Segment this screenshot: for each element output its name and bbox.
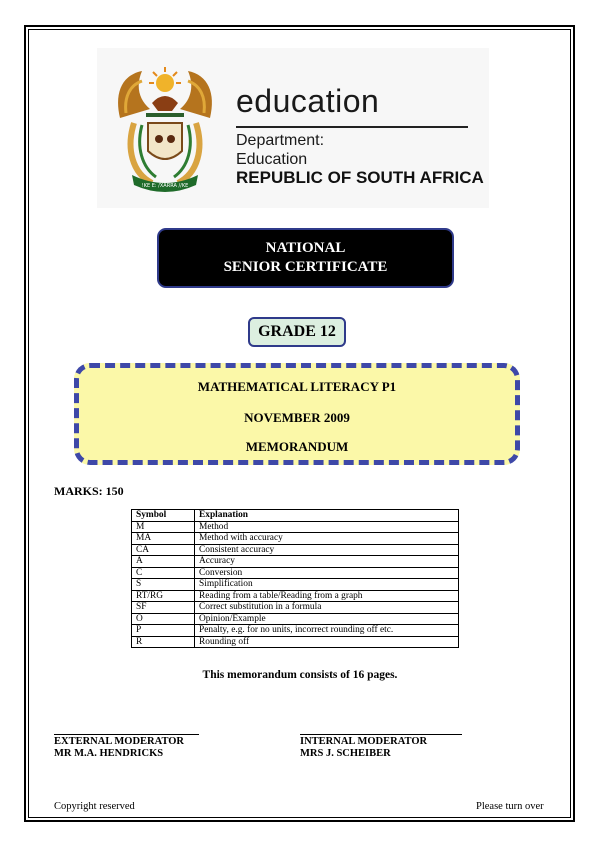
certificate-banner xyxy=(157,228,454,288)
subject-title: MATHEMATICAL LITERACY P1 xyxy=(197,379,397,394)
explanation-cell: Rounding off xyxy=(195,636,459,648)
external-moderator-title: EXTERNAL MODERATOR xyxy=(54,736,185,747)
table-row xyxy=(132,636,459,648)
external-moderator-name: MR M.A. HENDRICKS xyxy=(54,748,164,759)
internal-signature-line xyxy=(300,734,462,735)
table-row xyxy=(132,613,459,625)
department-name: Education xyxy=(236,151,308,168)
column-header-explanation: Explanation xyxy=(195,510,459,522)
explanation-cell: Consistent accuracy xyxy=(195,544,459,556)
symbol-cell: O xyxy=(132,613,195,625)
column-header-symbol: Symbol xyxy=(132,510,195,522)
copyright-notice: Copyright reserved xyxy=(54,801,135,812)
grade-badge: GRADE 12 xyxy=(248,317,346,347)
symbol-cell: A xyxy=(132,556,195,568)
table-row xyxy=(132,544,459,556)
external-moderator-block xyxy=(54,736,184,760)
symbol-cell: RT/RG xyxy=(132,590,195,602)
page-count-note: This memorandum consists of 16 pages. xyxy=(202,669,398,681)
department-label: Department: xyxy=(236,132,325,149)
symbol-cell: SF xyxy=(132,602,195,614)
table-header-row xyxy=(132,510,459,522)
total-marks: MARKS: 150 xyxy=(54,484,124,498)
table-row xyxy=(132,625,459,637)
symbol-cell: R xyxy=(132,636,195,648)
brand-underline xyxy=(236,126,468,128)
explanation-cell: Correct substitution in a formula xyxy=(195,602,459,614)
internal-moderator-block xyxy=(300,736,427,760)
table-row xyxy=(132,521,459,533)
explanation-cell: Reading from a table/Reading from a graph xyxy=(195,590,459,602)
subject-panel xyxy=(74,363,520,465)
certificate-line-1: NATIONAL xyxy=(265,240,346,256)
symbol-cell: MA xyxy=(132,533,195,545)
symbol-legend-table xyxy=(131,509,459,648)
table-row xyxy=(132,533,459,545)
explanation-cell: Penalty, e.g. for no units, incorrect rounding off etc. xyxy=(195,625,459,637)
internal-moderator-name: MRS J. SCHEIBER xyxy=(300,748,391,759)
symbol-cell: C xyxy=(132,567,195,579)
explanation-cell: Accuracy xyxy=(195,556,459,568)
symbol-cell: P xyxy=(132,625,195,637)
symbol-cell: CA xyxy=(132,544,195,556)
external-signature-line xyxy=(54,734,199,735)
table-row xyxy=(132,590,459,602)
explanation-cell: Method xyxy=(195,521,459,533)
table-row xyxy=(132,579,459,591)
table-row xyxy=(132,556,459,568)
certificate-line-2: SENIOR CERTIFICATE xyxy=(223,259,388,275)
table-row xyxy=(132,602,459,614)
explanation-cell: Conversion xyxy=(195,567,459,579)
brand-title: education xyxy=(236,83,380,119)
exam-session: NOVEMBER 2009 xyxy=(244,410,350,425)
table-row xyxy=(132,567,459,579)
explanation-cell: Method with accuracy xyxy=(195,533,459,545)
explanation-cell: Simplification xyxy=(195,579,459,591)
coat-of-arms-icon xyxy=(112,63,218,195)
explanation-cell: Opinion/Example xyxy=(195,613,459,625)
symbol-cell: S xyxy=(132,579,195,591)
country-name: REPUBLIC OF SOUTH AFRICA xyxy=(236,168,484,187)
internal-moderator-title: INTERNAL MODERATOR xyxy=(300,736,428,747)
turn-over-notice: Please turn over xyxy=(476,801,544,812)
svg-text:!KE E: /XARRA //KE: !KE E: /XARRA //KE xyxy=(141,183,189,189)
document-type: MEMORANDUM xyxy=(245,439,349,454)
symbol-cell: M xyxy=(132,521,195,533)
